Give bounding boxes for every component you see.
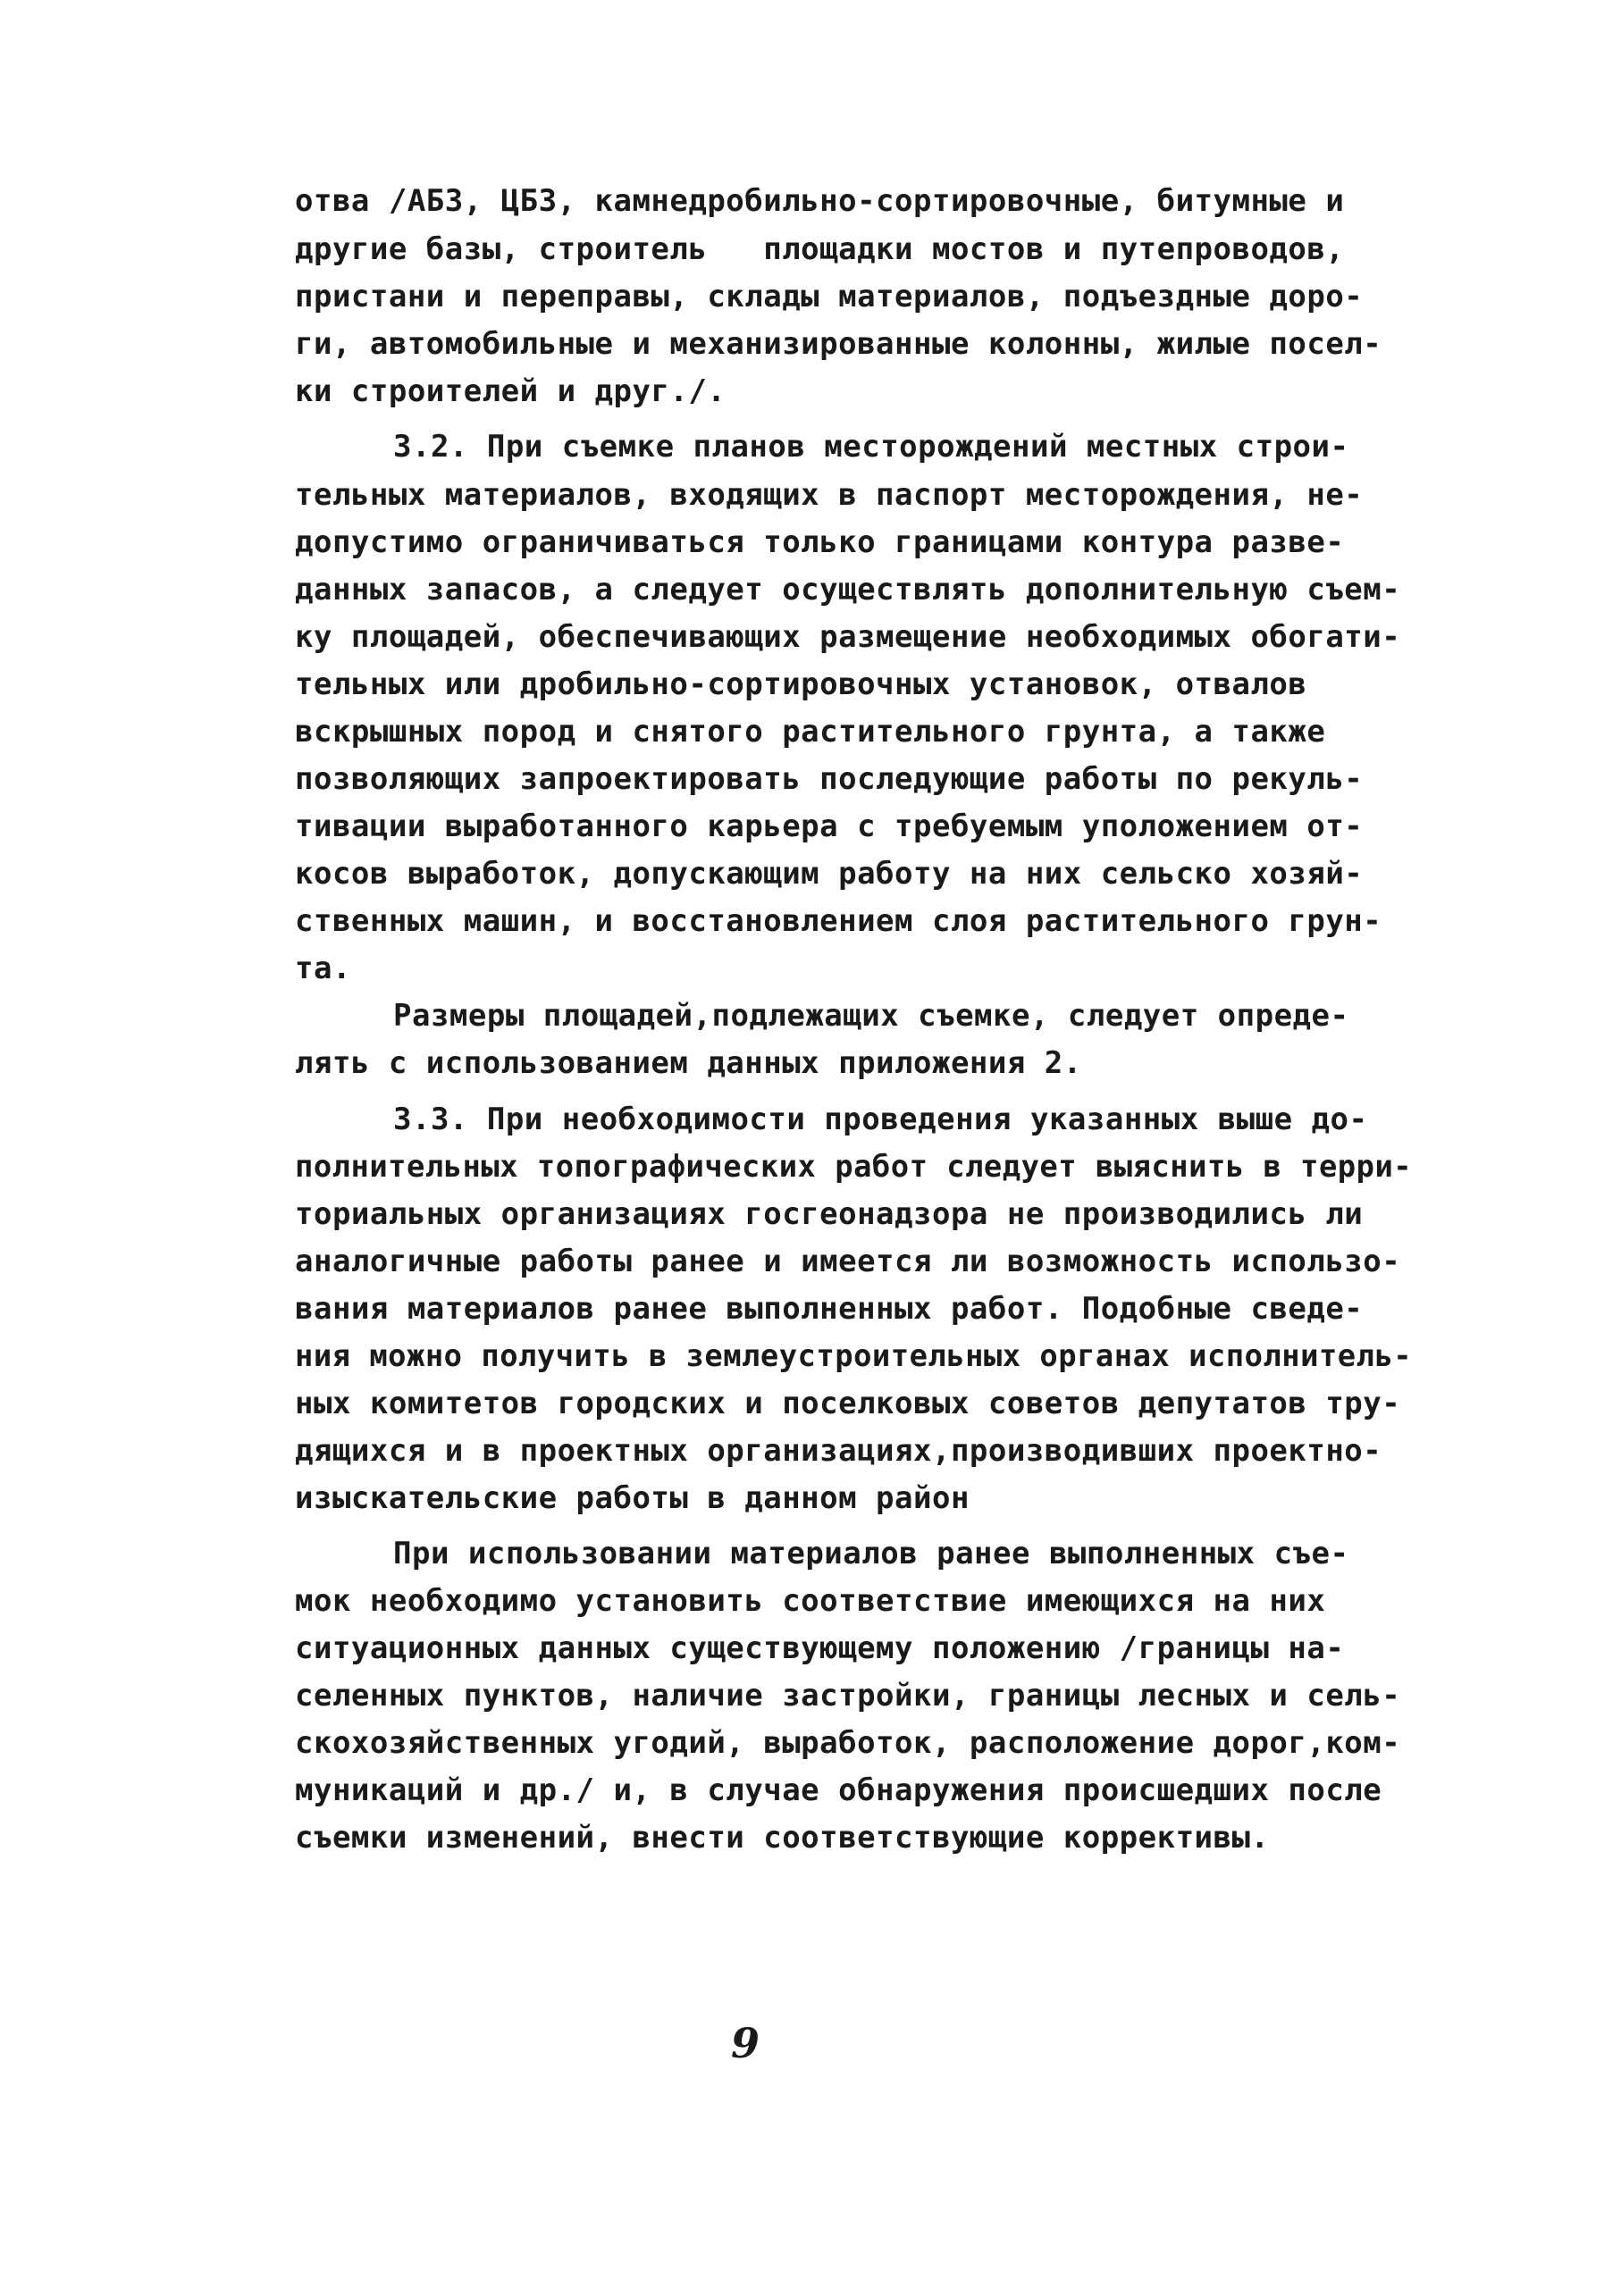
text-line: ния можно получить в землеустроительных органах исполнитель- (295, 1338, 1413, 1374)
text-line: 3.2. При съемке планов месторождений местных строи- (393, 429, 1349, 465)
text-line: селенных пунктов, наличие застройки, границы лесных и сель- (295, 1678, 1401, 1714)
text-line: Размеры площадей,подлежащих съемке, следует опреде- (393, 998, 1349, 1034)
text-line: данных запасов, а следует осуществлять дополнительную съем- (295, 572, 1401, 608)
text-line: мок необходимо установить соответствие имеющихся на них (295, 1583, 1326, 1619)
text-line: другие базы, строитель площадки мостов и путепроводов, (295, 231, 1345, 267)
text-line: скохозяйственных угодий, выработок, расположение дорог,ком- (295, 1725, 1401, 1761)
text-line: вания материалов ранее выполненных работ. Подобные сведе- (295, 1291, 1364, 1327)
text-line: съемки изменений, внести соответствующие коррективы. (295, 1820, 1270, 1856)
text-line: тельных или дробильно-сортировочных установок, отвалов (295, 666, 1307, 702)
text-line: ку площадей, обеспечивающих размещение необходимых обогати- (295, 619, 1401, 655)
text-line: муникаций и др./ и, в случае обнаружения происшедших после (295, 1772, 1382, 1808)
page-number: 9 (731, 2019, 760, 2067)
text-line: ственных машин, и восстановлением слоя растительного грун- (295, 903, 1382, 939)
text-line: ки строителей и друг./. (295, 373, 727, 409)
text-line: 3.3. При необходимости проведения указанных выше до- (393, 1102, 1368, 1137)
text-line: вскрышных пород и снятого растительного грунта, а также (295, 714, 1326, 750)
text-line: позволяющих запроектировать последующие работы по рекуль- (295, 761, 1364, 797)
text-line: тельных материалов, входящих в паспорт месторождения, не- (295, 477, 1364, 513)
text-line: дящихся и в проектных организациях,производивших проектно- (295, 1433, 1382, 1469)
text-line: ситуационных данных существующему положению /границы на- (295, 1630, 1345, 1666)
text-line: ги, автомобильные и механизированные колонны, жилые посел- (295, 326, 1382, 362)
text-line: отва /АБЗ, ЦБЗ, камнедробильно-сортировочные, битумные и (295, 183, 1345, 219)
text-line: полнительных топографических работ следует выяснить в терри- (295, 1149, 1413, 1185)
text-line: При использовании материалов ранее выполненных съе- (393, 1536, 1349, 1571)
text-line: аналогичные работы ранее и имеется ли возможность использо- (295, 1244, 1401, 1279)
text-line: ториальных организациях госгеонадзора не производились ли (295, 1196, 1364, 1232)
text-line: та. (295, 951, 351, 986)
text-line: лять с использованием данных приложения 2. (295, 1045, 1082, 1081)
text-line: ных комитетов городских и поселковых советов депутатов тру- (295, 1386, 1401, 1421)
text-line: тивации выработанного карьера с требуемым уположением от- (295, 809, 1364, 844)
text-line: пристани и переправы, склады материалов, подъездные доро- (295, 279, 1364, 314)
text-line: изыскательские работы в данном район (295, 1480, 970, 1516)
text-line: допустимо ограничиваться только границами контура разве- (295, 524, 1345, 560)
text-line: косов выработок, допускающим работу на них сельско хозяй- (295, 856, 1364, 892)
